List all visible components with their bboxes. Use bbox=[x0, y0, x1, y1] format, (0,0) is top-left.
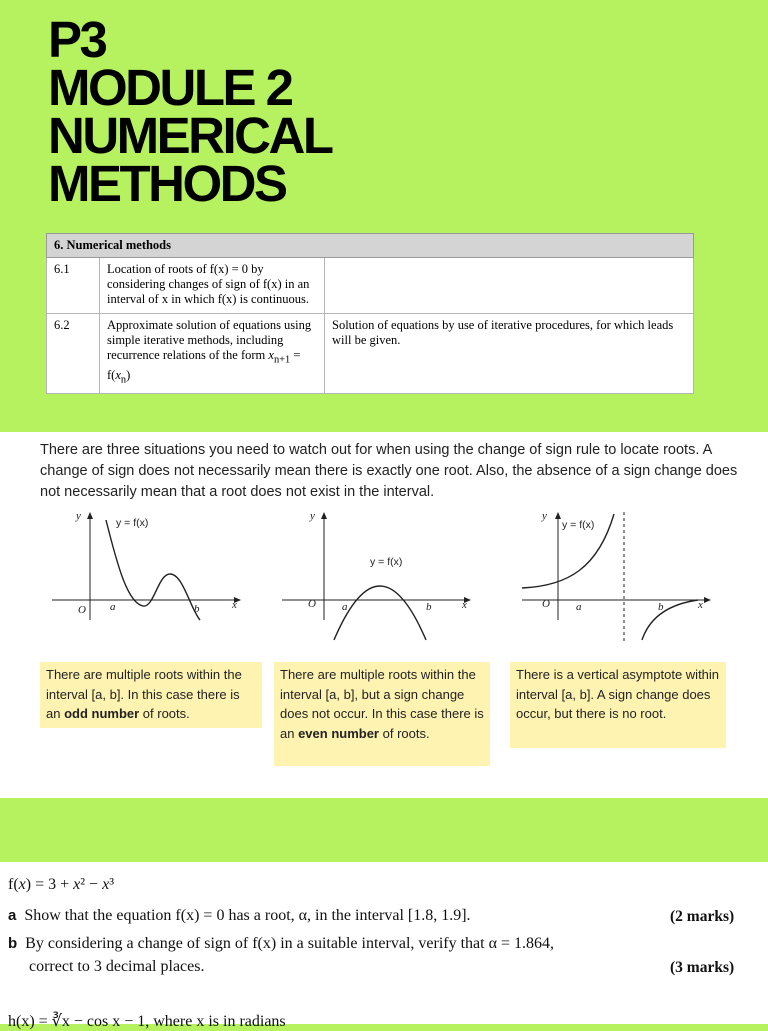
spec-table bbox=[46, 233, 694, 394]
intro-paragraph: There are three situations you need to watch out for when using the change of sign rule to locate roots. A change of sign does not necessarily mean there is exactly one root. Also, the absence of a sign change does not necessarily mean that a root does not exist in the interval. bbox=[40, 442, 738, 500]
note-asymptote: There is a vertical asymptote within interval [a, b]. A sign change does occur, but there is no root. bbox=[510, 662, 726, 748]
point-a-label: a bbox=[110, 601, 116, 613]
function-label: y = f(x) bbox=[370, 556, 403, 568]
question-next: h(x) = ∛x − cos x − 1, where x is in radians bbox=[8, 1013, 286, 1030]
y-axis-label: y bbox=[76, 510, 81, 522]
part-a-marks: (2 marks) bbox=[670, 908, 735, 925]
origin-label: O bbox=[78, 604, 86, 616]
title-line-4: METHODS bbox=[48, 155, 286, 212]
part-b-marks: (3 marks) bbox=[670, 959, 735, 976]
question-part-b-continued bbox=[29, 958, 204, 976]
origin-label: O bbox=[542, 598, 550, 610]
graph-odd-roots bbox=[48, 508, 248, 623]
graph-asymptote bbox=[518, 508, 718, 643]
x-axis-label: x bbox=[462, 599, 467, 611]
part-b-text-line-2: correct to 3 decimal places. bbox=[29, 958, 205, 975]
note-emphasis: even number bbox=[298, 725, 379, 741]
row-description: Location of roots of f(x) = 0 by considering changes of sign of f(x) in an interval of x in which f(x) is continuous. bbox=[100, 258, 325, 314]
point-a-label: a bbox=[576, 601, 582, 613]
recurrence-description: Approximate solution of equations using simple iterative methods, including recurrence relations of the form $x_{n+1} = f(x_n)$ bbox=[107, 318, 312, 385]
row-number: 6.1 bbox=[47, 258, 100, 314]
question-function: f(x) = 3 + x² − x³ bbox=[8, 876, 114, 893]
row-number: 6.2 bbox=[47, 314, 100, 394]
title-line-3: NUMERICAL bbox=[48, 107, 332, 164]
title-line-2: MODULE 2 bbox=[48, 59, 292, 116]
y-axis-label: y bbox=[310, 510, 315, 522]
part-a-text: Show that the equation f(x) = 0 has a root, α, in the interval [1.8, 1.9]. bbox=[24, 907, 471, 924]
function-label: y = f(x) bbox=[562, 519, 595, 531]
origin-label: O bbox=[308, 598, 316, 610]
question-part-a bbox=[8, 907, 471, 925]
part-a-label: a bbox=[8, 907, 17, 924]
point-b-label: b bbox=[426, 601, 432, 613]
function-label: y = f(x) bbox=[116, 517, 149, 529]
point-b-label: b bbox=[194, 603, 200, 615]
table-row bbox=[47, 314, 694, 394]
note-emphasis: odd number bbox=[64, 706, 140, 721]
page-title bbox=[48, 11, 748, 212]
row-guidance bbox=[325, 258, 694, 314]
part-b-label: b bbox=[8, 935, 18, 952]
spec-table-header: 6. Numerical methods bbox=[47, 234, 694, 258]
graph-even-roots bbox=[278, 508, 478, 643]
spec-table-header-row bbox=[47, 234, 694, 258]
point-a-label: a bbox=[342, 601, 348, 613]
x-axis-label: x bbox=[232, 599, 237, 611]
table-row bbox=[47, 258, 694, 314]
note-odd-number: There are multiple roots within the interval [a, b]. In this case there is an odd number of roots. bbox=[40, 662, 262, 728]
part-b-text-line-1: By considering a change of sign of f(x) in a suitable interval, verify that α = 1.864, bbox=[25, 935, 554, 952]
row-description bbox=[100, 314, 325, 394]
note-even-number: There are multiple roots within the interval [a, b], but a sign change does not occur. In this case there is an even number of roots. bbox=[274, 662, 490, 766]
y-axis-label: y bbox=[542, 510, 547, 522]
question-part-b bbox=[8, 935, 554, 953]
row-guidance: Solution of equations by use of iterative procedures, for which leads will be given. bbox=[325, 314, 694, 394]
point-b-label: b bbox=[658, 601, 664, 613]
title-line-1: P3 bbox=[48, 11, 106, 68]
x-axis-label: x bbox=[698, 599, 703, 611]
